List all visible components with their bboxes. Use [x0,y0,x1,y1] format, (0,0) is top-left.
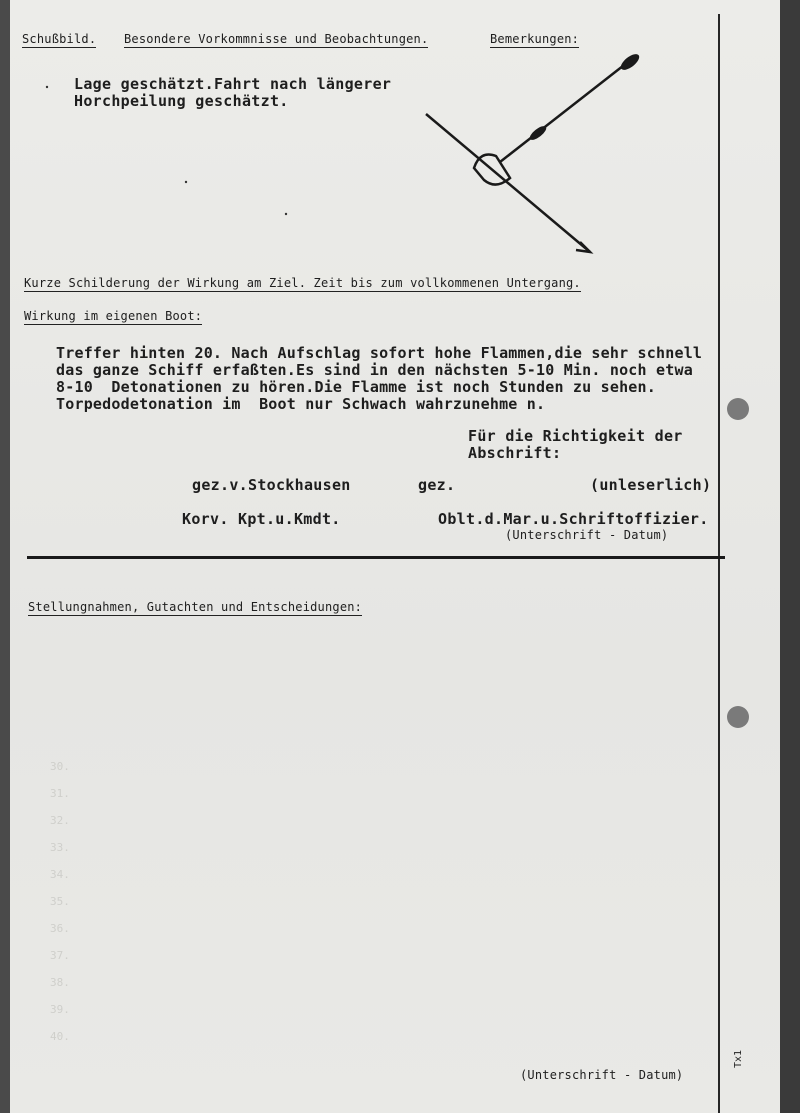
certification-line-1: Für die Richtigkeit der [468,427,683,445]
stellungnahmen-heading: Stellungnahmen, Gutachten und Entscheidungen: [28,600,363,614]
wirkung-boot-line-3: 8-10 Detonationen zu hören.Die Flamme ist noch Stunden zu sehen. [56,378,656,396]
signature-left-rank: Korv. Kpt.u.Kmdt. [182,510,341,528]
wirkung-boot-line-2: das ganze Schiff erfaßten.Es sind in den nächsten 5-10 Min. noch etwa [56,361,693,379]
signature-right-rank: Oblt.d.Mar.u.Schriftoffizier. [438,510,709,528]
certification-line-2: Abschrift: [468,444,562,462]
header-bemerkungen: Bemerkungen: [490,32,580,46]
torpedo-icon [528,124,549,143]
remark-line-2: Horchpeilung geschätzt. [74,92,289,110]
wirkung-boot-line-4: Torpedodetonation im Boot nur Schwach wahrzunehme n. [56,395,546,413]
ghost-number: 30. [50,760,70,773]
ghost-number: 34. [50,868,70,881]
wirkung-ziel-heading: Kurze Schilderung der Wirkung am Ziel. Zeit bis zum vollkommenen Untergang. [24,276,581,290]
punch-hole-bottom [727,706,749,728]
header-schussbild: Schußbild. [22,32,97,46]
ghost-number: 38. [50,976,70,989]
footer-signature-caption: (Unterschrift - Datum) [520,1068,684,1082]
side-mark: Tx1 [733,1049,744,1068]
remark-line-1: Lage geschätzt.Fahrt nach längerer [74,75,392,93]
torpedo-track-line [500,62,628,162]
ghost-number: 36. [50,922,70,935]
signature-caption: (Unterschrift - Datum) [505,528,669,542]
target-course-line [426,114,590,252]
ghost-number: 31. [50,787,70,800]
signature-right-name: (unleserlich) [590,476,712,494]
boat-icon [618,51,641,72]
wirkung-boot-line-1: Treffer hinten 20. Nach Aufschlag sofort hohe Flammen,die sehr schnell [56,344,703,362]
signature-left-name: gez.v.Stockhausen [192,476,351,494]
signature-gez: gez. [418,476,456,494]
section-divider [27,556,725,559]
ghost-number: 40. [50,1030,70,1043]
ghost-number: 35. [50,895,70,908]
shot-diagram [0,0,800,300]
punch-hole-top [727,398,749,420]
header-vorkommnisse: Besondere Vorkommnisse und Beobachtungen. [124,32,429,46]
wirkung-boot-heading: Wirkung im eigenen Boot: [24,309,203,323]
ghost-number: 37. [50,949,70,962]
ghost-number: 39. [50,1003,70,1016]
ghost-number: 32. [50,814,70,827]
ghost-number: 33. [50,841,70,854]
